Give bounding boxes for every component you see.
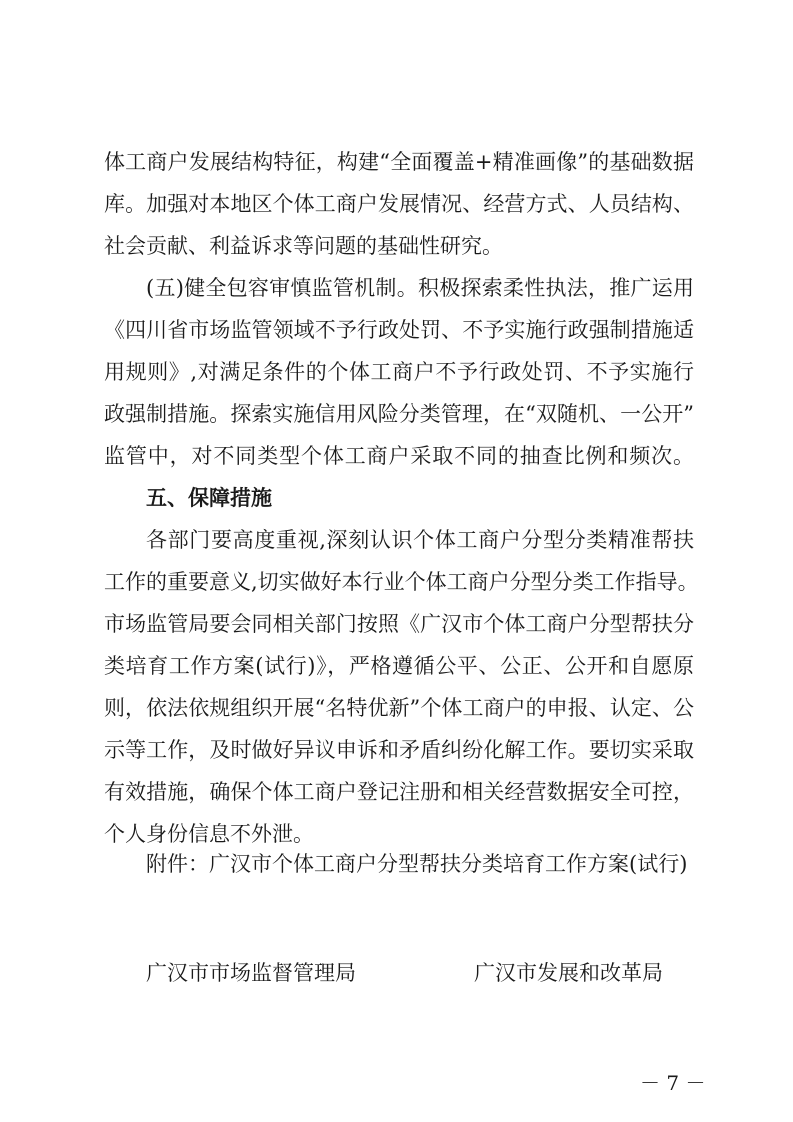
attachment-line: 附件：广汉市个体工商户分型帮扶分类培育工作方案(试行) <box>146 852 688 876</box>
body-line: 市场监管局要会同相关部门按照《广汉市个体工商户分型帮扶分 <box>104 612 694 636</box>
section-heading: 五、保障措施 <box>146 486 272 510</box>
body-line: (五)健全包容审慎监管机制。积极探索柔性执法，推广运用 <box>146 276 694 300</box>
body-line: 监管中，对不同类型个体工商户采取不同的抽查比例和频次。 <box>104 444 694 468</box>
body-line: 各部门要高度重视,深刻认识个体工商户分型分类精准帮扶 <box>146 528 694 552</box>
body-line: 个人身份信息不外泄。 <box>104 822 314 846</box>
body-line: 用规则》,对满足条件的个体工商户不予行政处罚、不予实施行 <box>104 360 694 384</box>
body-line: 类培育工作方案(试行)》，严格遵循公平、公正、公开和自愿原 <box>104 654 694 678</box>
body-line: 政强制措施。探索实施信用风险分类管理，在“双随机、一公开” <box>104 402 694 426</box>
body-line: 《四川省市场监管领域不予行政处罚、不予实施行政强制措施适 <box>104 318 694 342</box>
signature-left: 广汉市市场监督管理局 <box>146 961 356 985</box>
page-number: － 7 － <box>640 1071 706 1095</box>
signature-right: 广汉市发展和改革局 <box>474 961 663 985</box>
body-line: 社会贡献、利益诉求等问题的基础性研究。 <box>104 234 503 258</box>
body-line: 示等工作，及时做好异议申诉和矛盾纠纷化解工作。要切实采取 <box>104 738 694 762</box>
body-line: 体工商户发展结构特征，构建“全面覆盖+精准画像”的基础数据 <box>104 150 694 174</box>
body-line: 则，依法依规组织开展“名特优新”个体工商户的申报、认定、公 <box>104 696 694 720</box>
body-line: 有效措施，确保个体工商户登记注册和相关经营数据安全可控， <box>104 780 694 804</box>
body-line: 库。加强对本地区个体工商户发展情况、经营方式、人员结构、 <box>104 192 694 216</box>
body-line: 工作的重要意义,切实做好本行业个体工商户分型分类工作指导。 <box>104 570 699 594</box>
